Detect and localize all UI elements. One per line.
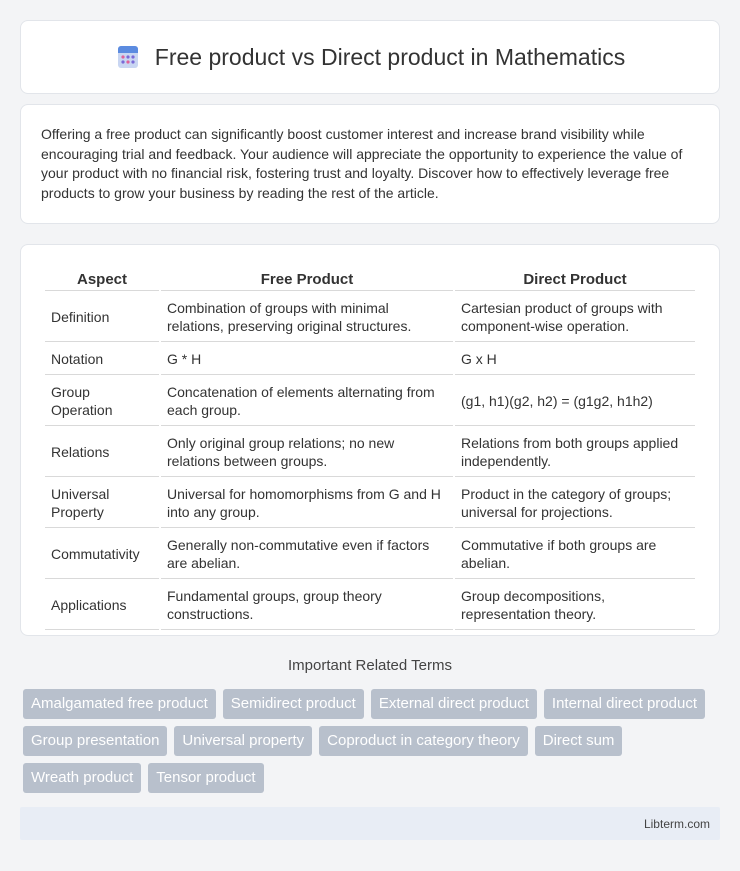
tag-group-presentation[interactable]: Group presentation [23, 726, 167, 756]
row-direct: Commutative if both groups are abelian. [455, 530, 695, 579]
tag-internal-direct-product[interactable]: Internal direct product [544, 689, 705, 719]
row-direct: Product in the category of groups; universal for projections. [455, 479, 695, 528]
row-free: Universal for homomorphisms from G and H into any group. [161, 479, 453, 528]
row-aspect: Group Operation [45, 377, 159, 426]
intro-text: Offering a free product can significantly boost customer interest and increase brand visibility while encouraging trial and feedback. Your audience will appreciate the opportunity to experience the value of your product with no financial risk, fostering trust and loyalty. Discover how to effectively leverage free products to grow your business by reading the rest of the article. [41, 126, 683, 201]
header-aspect: Aspect [45, 269, 159, 291]
footer [20, 807, 720, 840]
table-row [45, 530, 695, 579]
header-card [20, 20, 720, 94]
row-direct: Relations from both groups applied independently. [455, 428, 695, 477]
row-free: Concatenation of elements alternating from each group. [161, 377, 453, 426]
tag-direct-sum[interactable]: Direct sum [535, 726, 623, 756]
row-direct: Cartesian product of groups with component-wise operation. [455, 293, 695, 342]
tag-coproduct-in-category-theory[interactable]: Coproduct in category theory [319, 726, 528, 756]
row-free: G * H [161, 344, 453, 375]
tag-amalgamated-free-product[interactable]: Amalgamated free product [23, 689, 216, 719]
row-aspect: Notation [45, 344, 159, 375]
header-direct-product: Direct Product [455, 269, 695, 291]
table-row [45, 377, 695, 426]
page-title: Free product vs Direct product in Mathematics [154, 43, 626, 70]
row-direct: Group decompositions, representation theory. [455, 581, 695, 630]
row-aspect: Definition [45, 293, 159, 342]
tag-wreath-product[interactable]: Wreath product [23, 763, 141, 793]
table-row [45, 479, 695, 528]
comparison-table [43, 267, 697, 632]
table-row [45, 293, 695, 342]
tag-external-direct-product[interactable]: External direct product [371, 689, 537, 719]
comparison-table-card [20, 244, 720, 636]
header-free-product: Free Product [161, 269, 453, 291]
row-aspect: Relations [45, 428, 159, 477]
header [115, 44, 625, 71]
row-free: Fundamental groups, group theory constructions. [161, 581, 453, 630]
calculator-icon [115, 44, 141, 70]
tag-semidirect-product[interactable]: Semidirect product [223, 689, 364, 719]
row-direct: (g1, h1)(g2, h2) = (g1g2, h1h2) [455, 377, 695, 426]
table-row [45, 428, 695, 477]
row-free: Only original group relations; no new relations between groups. [161, 428, 453, 477]
table-header-row [45, 269, 695, 291]
row-free: Combination of groups with minimal relations, preserving original structures. [161, 293, 453, 342]
table-row [45, 581, 695, 630]
tag-tensor-product[interactable]: Tensor product [148, 763, 263, 793]
row-aspect: Applications [45, 581, 159, 630]
row-aspect: Universal Property [45, 479, 159, 528]
table-row [45, 344, 695, 375]
intro-card [20, 104, 720, 224]
tag-universal-property[interactable]: Universal property [174, 726, 312, 756]
footer-site-link[interactable]: Libterm.com [643, 817, 710, 831]
row-aspect: Commutativity [45, 530, 159, 579]
related-terms-title: Important Related Terms [288, 657, 452, 674]
related-terms-tags [23, 689, 723, 793]
row-free: Generally non-commutative even if factors are abelian. [161, 530, 453, 579]
row-direct: G x H [455, 344, 695, 375]
